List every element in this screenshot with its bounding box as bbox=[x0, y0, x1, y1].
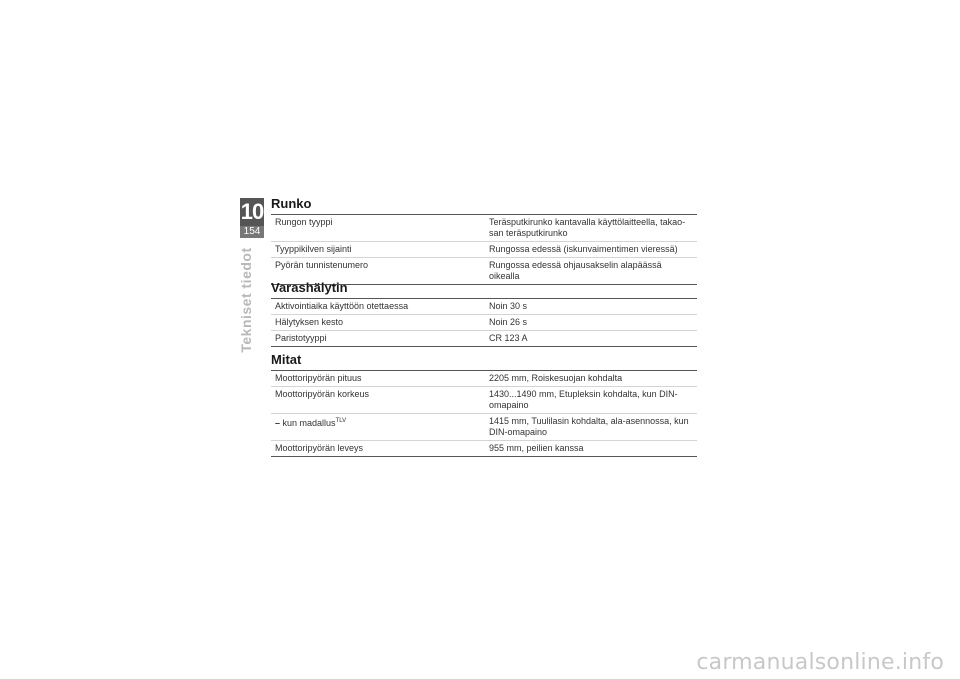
table-row bbox=[271, 215, 697, 242]
section-title-runko: Runko bbox=[271, 196, 312, 211]
table-row bbox=[271, 387, 697, 414]
dash-marker: – bbox=[275, 418, 281, 428]
option-superscript: TLV bbox=[335, 418, 347, 424]
side-chapter-title-text: Tekniset tiedot bbox=[238, 247, 254, 353]
row-label: Tyyppikilven sijainti bbox=[275, 244, 352, 254]
table-row bbox=[271, 299, 697, 315]
row-value: 1430...1490 mm, Etupleksin kohdalta, kun DIN-omapaino bbox=[489, 389, 678, 410]
watermark: carmanualsonline.info bbox=[696, 650, 944, 675]
spec-table-mitat bbox=[271, 370, 697, 457]
row-value: Rungossa edessä ohjausakselin alapäässä oikealla bbox=[489, 260, 662, 281]
row-label-text: kun madallus bbox=[282, 418, 336, 428]
row-label: Paristotyyppi bbox=[275, 333, 327, 343]
row-value: 1415 mm, Tuulilasin kohdalta, ala-asennossa, kun DIN-omapaino bbox=[489, 416, 689, 437]
row-value: Noin 30 s bbox=[489, 301, 528, 311]
section-title-varashalytin: Varashälytin bbox=[271, 280, 348, 295]
table-row bbox=[271, 441, 697, 457]
table-row bbox=[271, 371, 697, 387]
row-label: Moottoripyörän korkeus bbox=[275, 389, 370, 399]
row-value: Rungossa edessä (iskunvaimentimen vieressä) bbox=[489, 244, 678, 254]
row-value: CR 123 A bbox=[489, 333, 528, 343]
row-label: Rungon tyyppi bbox=[275, 217, 333, 227]
row-label: Hälytyksen kesto bbox=[275, 317, 344, 327]
row-label: Moottoripyörän pituus bbox=[275, 373, 362, 383]
row-value: 955 mm, peilien kanssa bbox=[489, 443, 584, 453]
row-label: Moottoripyörän leveys bbox=[275, 443, 364, 453]
chapter-number: 10 bbox=[240, 199, 264, 224]
spec-table-runko bbox=[271, 214, 697, 285]
table-row bbox=[271, 414, 697, 441]
table-row bbox=[271, 315, 697, 331]
table-row bbox=[271, 242, 697, 258]
row-value: 2205 mm, Roiskesuojan kohdalta bbox=[489, 373, 623, 383]
row-label: Aktivointiaika käyttöön otettaessa bbox=[275, 301, 409, 311]
row-value: Teräsputkirunko kantavalla käyttölaitteella, takao-san teräsputkirunko bbox=[489, 217, 686, 238]
spec-table-varashalytin bbox=[271, 298, 697, 347]
row-value: Noin 26 s bbox=[489, 317, 528, 327]
page-number: 154 bbox=[240, 226, 264, 238]
table-row bbox=[271, 331, 697, 347]
row-label: Pyörän tunnistenumero bbox=[275, 260, 369, 270]
chapter-tab bbox=[240, 198, 264, 238]
section-title-mitat: Mitat bbox=[271, 352, 302, 367]
row-label-sub bbox=[271, 414, 485, 441]
